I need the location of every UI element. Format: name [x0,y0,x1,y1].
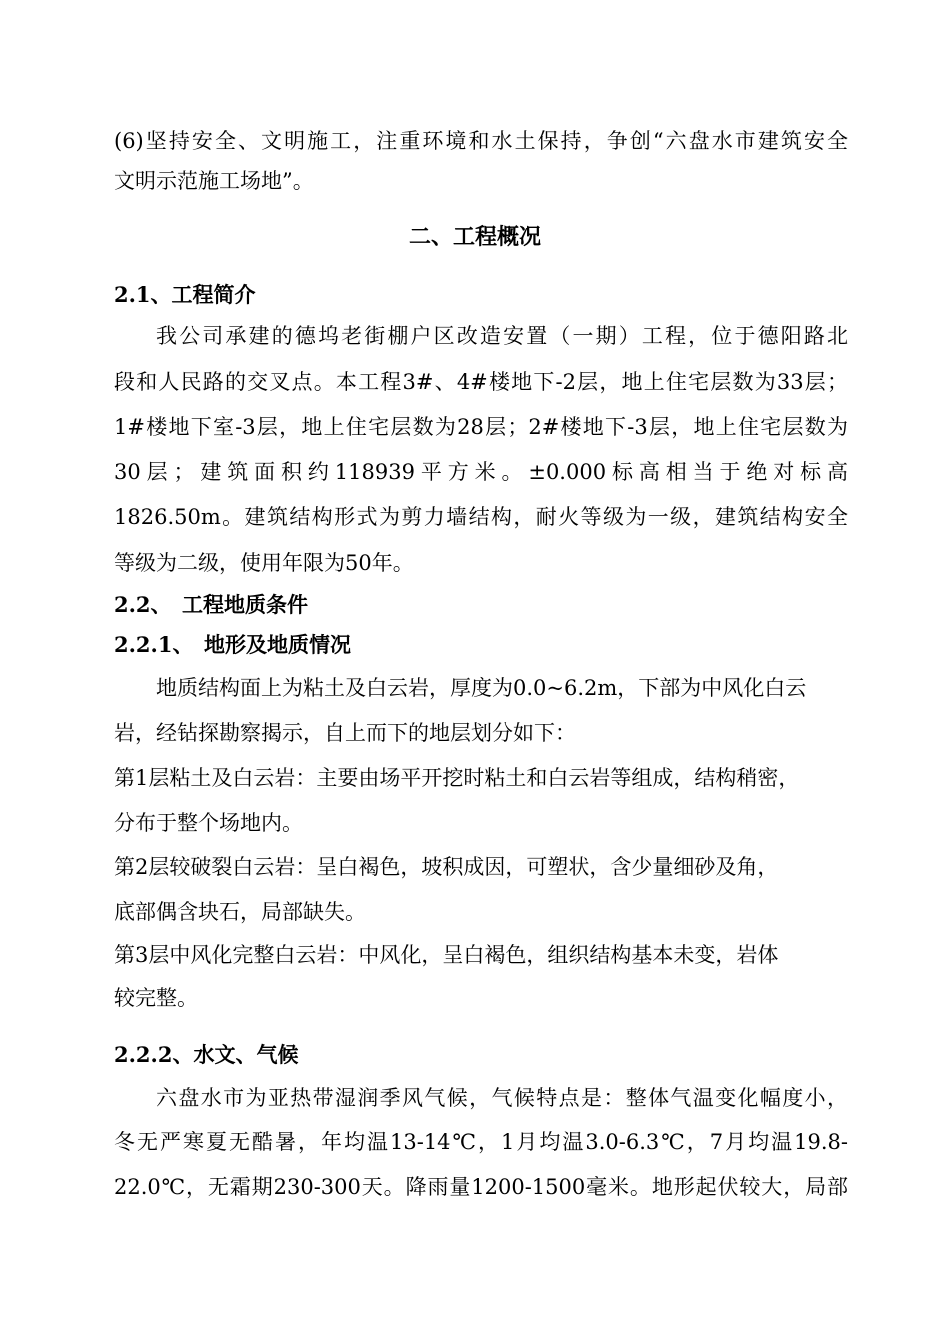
paragraph-line: 第1层粘土及白云岩：主要由场平开挖时粘土和白云岩等组成，结构稍密， [114,766,800,790]
paragraph-line: 30层；建筑面积约118939平方米。±0.000标高相当于绝对标高 [114,460,848,484]
paragraph-line: 较完整。 [114,986,198,1010]
paragraph-line: 第2层较破裂白云岩：呈白褐色，坡积成因，可塑状，含少量细砂及角， [114,855,779,879]
subsection-heading: 2.1、工程简介 [114,282,256,307]
paragraph-line: 1#楼地下室-3层，地上住宅层数为28层；2#楼地下-3层，地上住宅层数为 [114,415,848,439]
paragraph-line: 冬无严寒夏无酷暑，年均温13-14℃，1月均温3.0-6.3℃，7月均温19.8- [114,1130,848,1154]
subsubsection-heading: 2.2.2、水文、气候 [114,1042,299,1067]
paragraph-line: 地质结构面上为粘土及白云岩，厚度为0.0~6.2m，下部为中风化白云 [156,676,807,700]
paragraph-line: 第3层中风化完整白云岩：中风化，呈白褐色，组织结构基本未变，岩体 [114,943,779,967]
paragraph-line: 22.0℃，无霜期230-300天。降雨量1200-1500毫米。地形起伏较大，局部 [114,1175,848,1199]
paragraph-line: 等级为二级，使用年限为50年。 [114,551,414,575]
paragraph-line: 岩，经钻探勘察揭示，自上而下的地层划分如下： [114,721,576,745]
paragraph-line: 六盘水市为亚热带湿润季风气候，气候特点是：整体气温变化幅度小， [156,1086,848,1110]
paragraph-line: 分布于整个场地内。 [114,811,303,835]
paragraph-line: 文明示范施工场地”。 [114,169,314,193]
paragraph-line: 我公司承建的德坞老街棚户区改造安置（一期）工程，位于德阳路北 [156,324,848,348]
paragraph-line: 1826.50m。建筑结构形式为剪力墙结构，耐火等级为一级，建筑结构安全 [114,505,848,529]
subsubsection-heading: 2.2.1、 地形及地质情况 [114,632,351,657]
paragraph-line: (6)坚持安全、文明施工，注重环境和水土保持，争创“六盘水市建筑安全 [114,129,848,153]
paragraph-line: 底部偶含块石，局部缺失。 [114,900,366,924]
section-heading: 二、工程概况 [408,224,541,250]
subsection-heading: 2.2、 工程地质条件 [114,592,309,617]
paragraph-line: 段和人民路的交叉点。本工程3#、4#楼地下-2层，地上住宅层数为33层； [114,370,848,394]
